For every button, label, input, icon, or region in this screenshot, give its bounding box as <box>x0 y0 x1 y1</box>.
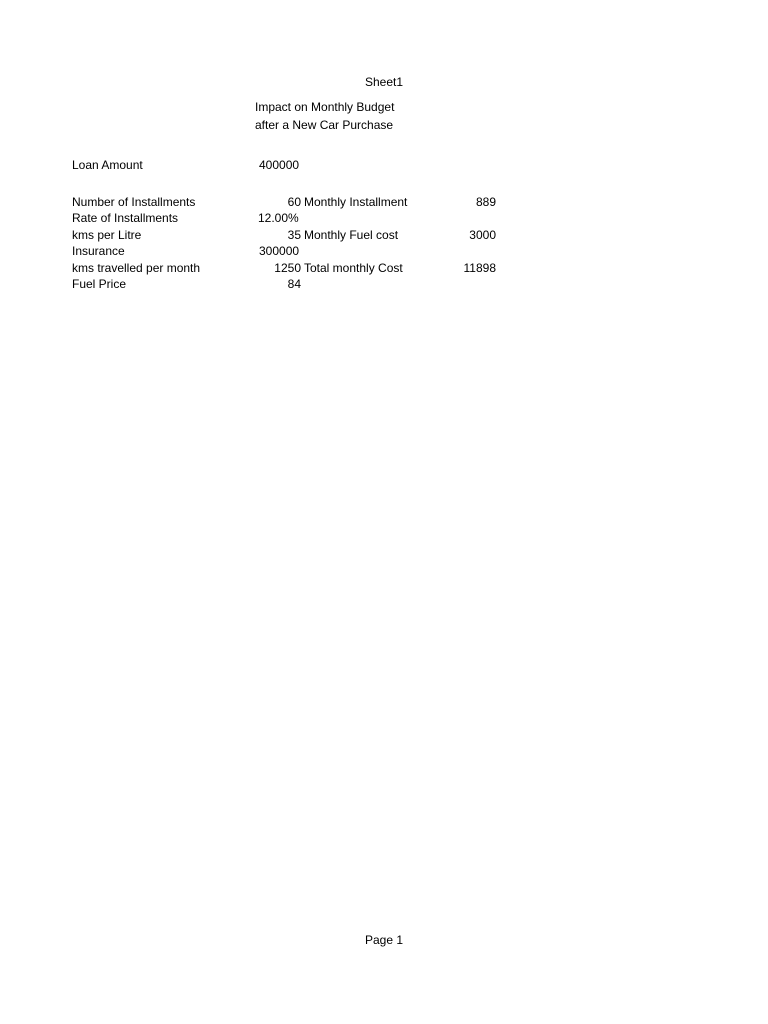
title-line-2: after a New Car Purchase <box>255 118 394 132</box>
title-line-1: Impact on Monthly Budget <box>255 100 395 114</box>
monthly-installment-label: Monthly Installment <box>304 195 408 209</box>
sheet-name: Sheet1 <box>364 75 404 89</box>
insurance-value: 300000 <box>259 244 300 258</box>
loan-amount-value: 400000 <box>259 158 300 172</box>
installments-label: Number of Installments <box>72 195 196 209</box>
kms-per-litre-value: 35 <box>287 228 301 242</box>
rate-value: 12.00% <box>258 211 299 225</box>
monthly-fuel-cost-label: Monthly Fuel cost <box>304 228 399 242</box>
fuel-price-label: Fuel Price <box>72 277 127 291</box>
monthly-fuel-cost-value: 3000 <box>469 228 496 242</box>
monthly-installment-value: 889 <box>475 195 496 209</box>
kms-per-month-value: 1250 <box>274 261 301 275</box>
kms-per-litre-label: kms per Litre <box>72 228 142 242</box>
installments-value: 60 <box>287 195 301 209</box>
rate-label: Rate of Installments <box>72 211 179 225</box>
total-monthly-cost-value: 11898 <box>463 261 496 275</box>
fuel-price-value: 84 <box>287 277 301 291</box>
total-monthly-cost-label: Total monthly Cost <box>304 261 403 275</box>
insurance-label: Insurance <box>72 244 125 258</box>
loan-amount-label: Loan Amount <box>72 158 143 172</box>
page-number: Page 1 <box>364 933 404 947</box>
kms-per-month-label: kms travelled per month <box>72 261 201 275</box>
